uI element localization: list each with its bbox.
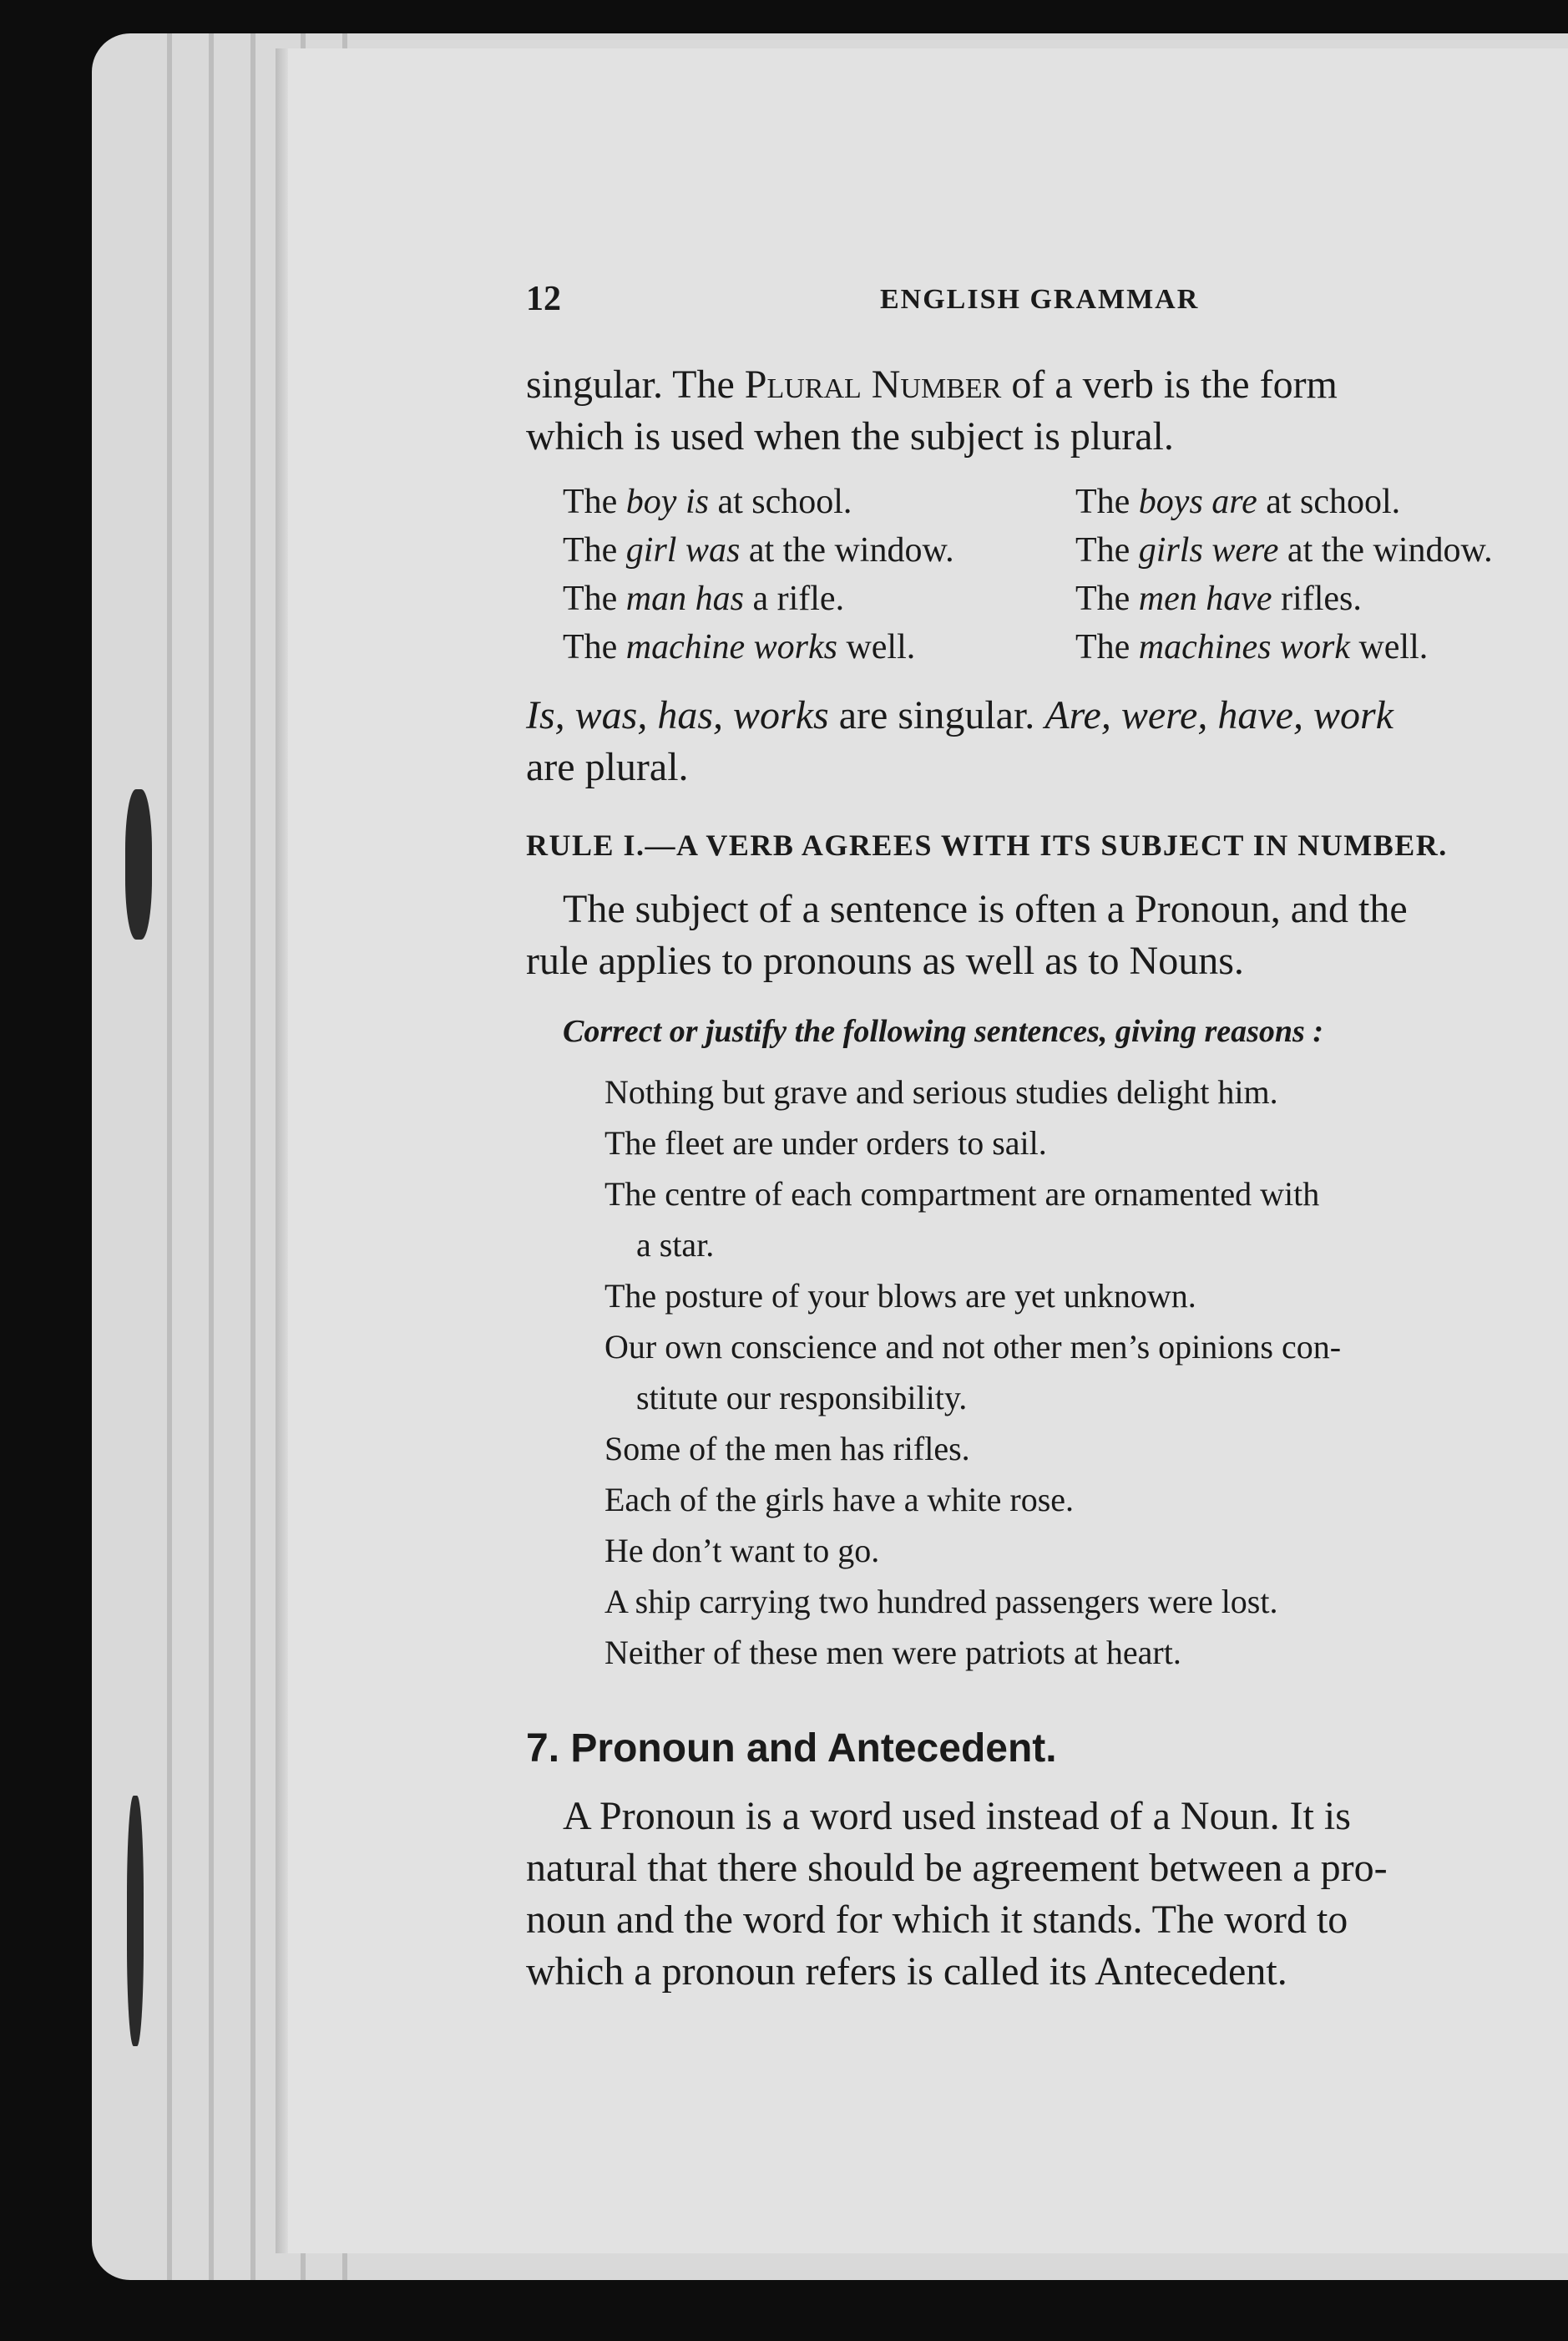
example-row (526, 478, 1568, 526)
singular-example: The man has a rifle. (563, 580, 845, 618)
intro-line: which is used when the subject is plural. (526, 414, 1174, 459)
exercise-item: A ship carrying two hundred passengers were lost. (604, 1583, 1278, 1620)
exercise-instruction: Correct or justify the following sentences, giving reasons : (563, 1014, 1323, 1049)
exercise-item: Some of the men has rifles. (604, 1430, 970, 1467)
exercise-item: Our own conscience and not other men’s opinions con- stitute our responsibility. (604, 1328, 1342, 1416)
intro-paragraph (526, 359, 1568, 463)
page-number: 12 (526, 280, 561, 318)
plural-example: The machines work well. (1075, 628, 1429, 666)
example-row (526, 575, 1568, 623)
page-edge (250, 33, 255, 2280)
exercise-item: Neither of these men were patriots at heart. (604, 1634, 1181, 1671)
running-title: ENGLISH GRAMMAR (880, 284, 1200, 315)
singular-example: The girl was at the window. (563, 531, 954, 570)
example-pairs (526, 478, 1568, 671)
rule-note-line: rule applies to pronouns as well as to Nouns. (526, 939, 1244, 983)
page-edge (167, 33, 172, 2280)
rule-statement: RULE I.—A VERB AGREES WITH ITS SUBJECT IN NUMBER. (526, 828, 1448, 862)
section-paragraph (526, 1791, 1568, 1998)
running-header (526, 279, 1568, 321)
binding-mark (125, 789, 152, 940)
plural-example: The girls were at the window. (1075, 531, 1493, 570)
exercise-list (526, 1067, 1568, 1678)
page-edge (209, 33, 214, 2280)
summary-line: Is, was, has, works are singular. Are, were, have, work (526, 693, 1393, 737)
binding-mark (127, 1796, 144, 2046)
section-line: noun and the word for which it stands. The word to (526, 1898, 1348, 1942)
section-heading: 7. Pronoun and Antecedent. (526, 1726, 1057, 1771)
singular-example: The boy is at school. (563, 483, 852, 521)
rule-note-line: The subject of a sentence is often a Pronoun, and the (563, 887, 1408, 931)
exercise-item: Nothing but grave and serious studies delight him. (604, 1073, 1278, 1111)
section-line: which a pronoun refers is called its Antecedent. (526, 1949, 1287, 1994)
example-row (526, 623, 1568, 671)
summary-paragraph (526, 690, 1568, 793)
example-row (526, 526, 1568, 575)
plural-number-term: Plural Number (744, 362, 1002, 407)
plural-example: The men have rifles. (1075, 580, 1362, 618)
section-line: natural that there should be agreement between a pro- (526, 1846, 1388, 1890)
singular-example: The machine works well. (563, 628, 916, 666)
exercise-item: The centre of each compartment are ornamented with a star. (604, 1175, 1320, 1264)
exercise-item: Each of the girls have a white rose. (604, 1481, 1075, 1518)
summary-line: are plural. (526, 745, 689, 789)
exercise-item: He don’t want to go. (604, 1532, 880, 1569)
section-line: A Pronoun is a word used instead of a Noun. It is (563, 1794, 1351, 1838)
rule-note (526, 884, 1568, 987)
exercise-item: The posture of your blows are yet unknown. (604, 1277, 1196, 1315)
exercise-item: The fleet are under orders to sail. (604, 1124, 1047, 1162)
intro-line: singular. The Plural Number of a verb is the form (526, 362, 1338, 407)
plural-example: The boys are at school. (1075, 483, 1401, 521)
